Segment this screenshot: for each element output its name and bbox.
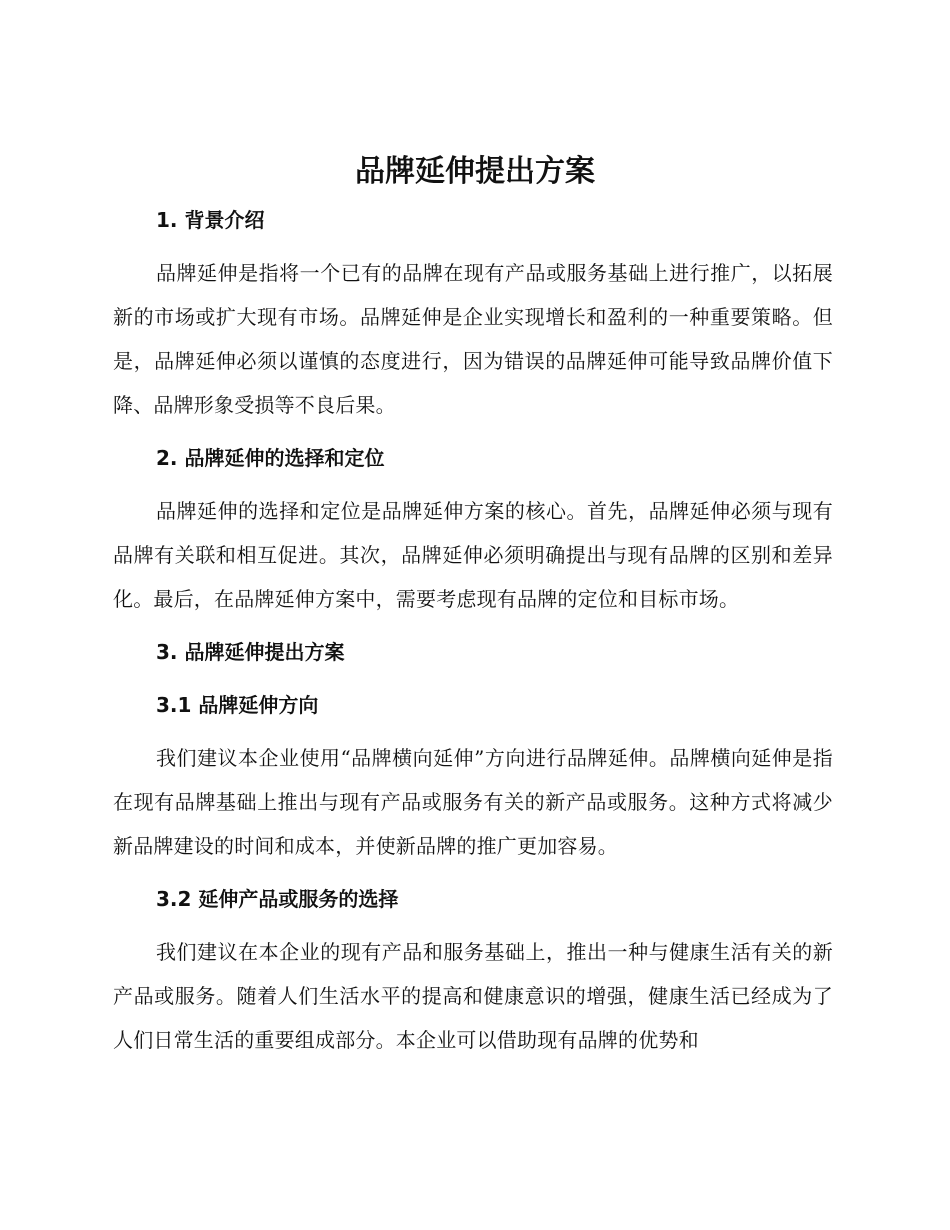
section-paragraph-extension-direction: 我们建议本企业使用“品牌横向延伸”方向进行品牌延伸。品牌横向延伸是指在现有品牌基础上推出与现有产品或服务有关的新产品或服务。这种方式将减少新品牌建设的时间和成本，并使新品牌的推广更加容易。 [113, 746, 833, 858]
section-paragraph-selection-positioning: 品牌延伸的选择和定位是品牌延伸方案的核心。首先，品牌延伸必须与现有品牌有关联和相互促进。其次，品牌延伸必须明确提出与现有品牌的区别和差异化。最后，在品牌延伸方案中，需要考虑现有品牌的定位和目标市场。 [113, 499, 833, 611]
section-heading-product-selection: 3.2 延伸产品或服务的选择 [156, 887, 399, 911]
section-heading-background: 1. 背景介绍 [156, 208, 265, 232]
section-paragraph-background: 品牌延伸是指将一个已有的品牌在现有产品或服务基础上进行推广，以拓展新的市场或扩大现有市场。品牌延伸是企业实现增长和盈利的一种重要策略。但是，品牌延伸必须以谨慎的态度进行，因为错误的品牌延伸可能导致品牌价值下降、品牌形象受损等不良后果。 [113, 261, 833, 417]
document-title: 品牌延伸提出方案 [355, 154, 595, 189]
document-body [113, 198, 833, 1071]
section-heading-proposal: 3. 品牌延伸提出方案 [156, 640, 345, 664]
section-paragraph-product-selection: 我们建议在本企业的现有产品和服务基础上，推出一种与健康生活有关的新产品或服务。随着人们生活水平的提高和健康意识的增强，健康生活已经成为了人们日常生活的重要组成部分。本企业可以借助现有品牌的优势和 [113, 940, 833, 1052]
section-heading-extension-direction: 3.1 品牌延伸方向 [156, 693, 319, 717]
section-heading-selection-positioning: 2. 品牌延伸的选择和定位 [156, 446, 385, 470]
